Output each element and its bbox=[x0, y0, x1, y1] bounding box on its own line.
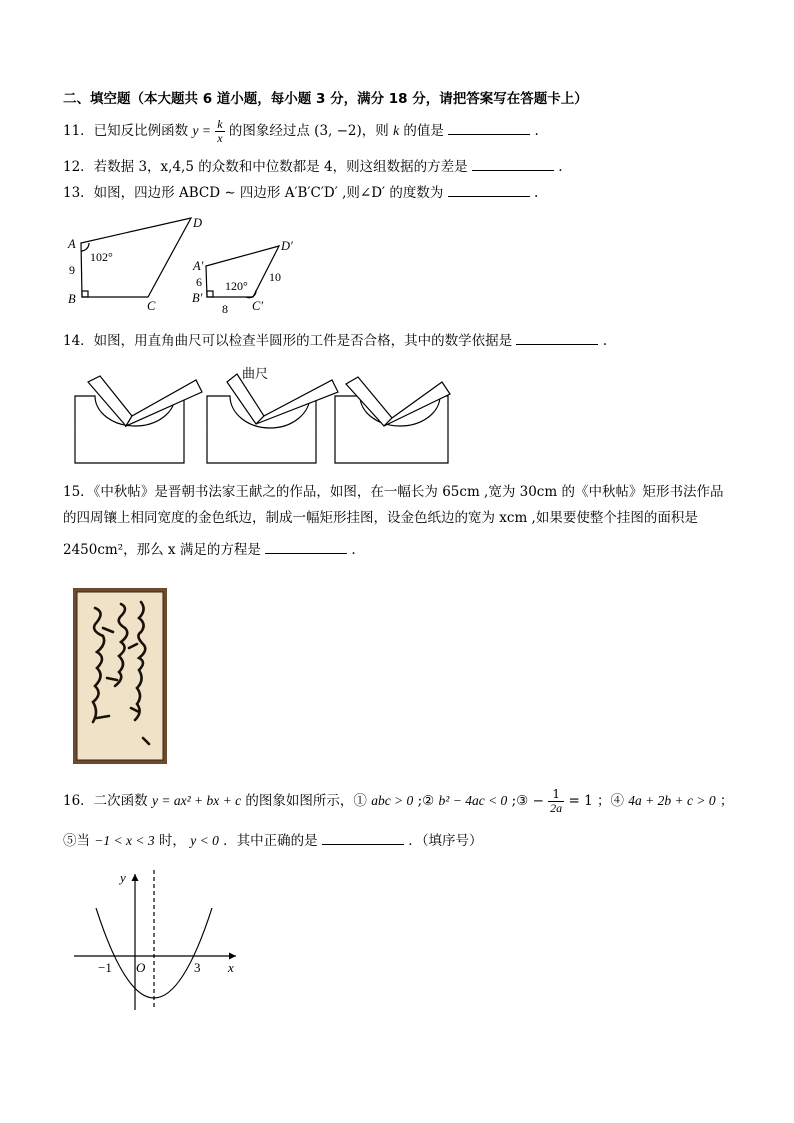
q16-answer-blank[interactable] bbox=[322, 832, 404, 845]
q11-frac-den: x bbox=[217, 131, 223, 145]
angle-a-arc bbox=[81, 243, 89, 251]
question-15-line-3 bbox=[63, 541, 356, 559]
label-A-prime: A′ bbox=[193, 259, 204, 273]
q16-l2-prefix: ⑤当 bbox=[63, 833, 90, 849]
q12-answer-blank[interactable] bbox=[472, 158, 554, 171]
right-angle-b bbox=[82, 291, 88, 297]
question-12 bbox=[63, 158, 563, 176]
q11-fraction bbox=[215, 118, 224, 145]
q11-frac-num: k bbox=[217, 117, 223, 131]
label-D-prime: D′ bbox=[281, 239, 293, 253]
side-a-b-prime: 6 bbox=[196, 275, 202, 289]
label-A: A bbox=[68, 237, 76, 251]
y-axis-label: y bbox=[120, 870, 126, 885]
q14-text: 14．如图，用直角曲尺可以检查半圆形的工件是否合格，其中的数学依据是 bbox=[63, 333, 513, 349]
section-heading: 二、填空题（本大题共 6 道小题，每小题 3 分，满分 18 分，请把答案写在答题卡上） bbox=[63, 91, 588, 107]
q16-prefix: 16．二次函数 bbox=[63, 793, 148, 809]
q13-answer-blank[interactable] bbox=[448, 184, 530, 197]
side-ab: 9 bbox=[69, 263, 75, 277]
side-b-c-prime: 8 bbox=[222, 302, 228, 316]
q16-middle: 的图象如图所示，① bbox=[245, 793, 367, 809]
q16-condition: −1 < x < 3 bbox=[94, 833, 155, 848]
side-c-d-prime: 10 bbox=[269, 270, 281, 284]
question-16-line-1 bbox=[63, 788, 733, 815]
q13-text: 13．如图，四边形 ABCD ∼ 四边形 A′B′C′D′ ,则∠D′ 的度数为 bbox=[63, 185, 444, 201]
q16-l2-end: ．（填序号） bbox=[408, 833, 483, 849]
q11-equation: y = bbox=[192, 123, 211, 138]
q16-fraction bbox=[548, 788, 564, 815]
q13-figure bbox=[60, 210, 300, 320]
root-neg1-label: −1 bbox=[98, 960, 112, 975]
angle-a-value: 102° bbox=[90, 250, 113, 264]
q16-frac-den: 2a bbox=[550, 801, 563, 815]
label-C: C bbox=[147, 299, 156, 313]
origin-label: O bbox=[136, 960, 146, 975]
label-D: D bbox=[193, 216, 203, 230]
q14-end: . bbox=[602, 333, 608, 349]
q16-l2-middle: 时， bbox=[158, 833, 186, 849]
q11-end: . bbox=[534, 123, 539, 139]
question-11 bbox=[63, 118, 539, 145]
q12-text: 12．若数据 3，x,4,5 的众数和中位数都是 4，则这组数据的方差是 bbox=[63, 159, 468, 175]
q11-prefix: 11．已知反比例函数 bbox=[63, 123, 189, 139]
q13-end: . bbox=[533, 185, 539, 201]
q16-l2-suffix: ．其中正确的是 bbox=[223, 833, 318, 849]
q16-statement-2: b² − 4ac < 0 bbox=[438, 793, 508, 808]
q16-s4-prefix: ；④ bbox=[596, 793, 624, 809]
q11-k: k bbox=[393, 123, 400, 138]
label-B: B bbox=[68, 292, 76, 306]
root-3-label: 3 bbox=[194, 960, 201, 975]
q16-statement-1: abc > 0 bbox=[371, 793, 414, 808]
q16-statement-3: = 1 bbox=[568, 793, 593, 809]
x-axis-label: x bbox=[228, 960, 234, 975]
q15-end: . bbox=[351, 542, 356, 558]
label-B-prime: B′ bbox=[192, 291, 203, 305]
label-C-prime: C′ bbox=[252, 299, 264, 313]
q16-s3-prefix: ;③ bbox=[511, 793, 529, 809]
question-16-line-2 bbox=[63, 832, 482, 850]
q11-middle: 的图象经过点 (3, −2)，则 bbox=[228, 123, 389, 139]
q16-s4-suffix: ； bbox=[719, 793, 734, 809]
question-14 bbox=[63, 332, 607, 350]
angle-c-prime-value: 120° bbox=[225, 279, 248, 293]
q16-frac-num: 1 bbox=[548, 788, 564, 802]
question-15-line-2: 的四周镶上相同宽度的金色纸边，制成一幅矩形挂图，设金色纸边的宽为 xcm ,如果要使整个挂图的面积是 bbox=[63, 510, 698, 526]
question-15-line-1: 15．《中秋帖》是晋朝书法家王献之的作品，如图，在一幅长为 65cm ,宽为 30cm 的《中秋帖》矩形书法作品 bbox=[63, 484, 724, 500]
q16-statement-4: 4a + 2b + c > 0 bbox=[628, 793, 716, 808]
q16-result: y < 0 bbox=[190, 833, 219, 848]
q11-suffix: 的值是 bbox=[403, 123, 444, 139]
q15-line-3-text: 2450cm²，那么 x 满足的方程是 bbox=[63, 542, 261, 558]
q16-graph bbox=[66, 864, 246, 1014]
right-angle-b-prime bbox=[207, 291, 213, 297]
q14-answer-blank[interactable] bbox=[516, 332, 598, 345]
question-13 bbox=[63, 184, 538, 202]
q16-s2-prefix: ;② bbox=[417, 793, 435, 809]
q16-equation: y = ax² + bx + c bbox=[151, 793, 242, 808]
q15-answer-blank[interactable] bbox=[265, 541, 347, 554]
ruler-label: 曲尺 bbox=[242, 366, 269, 381]
q16-s3-sign: − bbox=[532, 793, 544, 809]
calligraphy-picture bbox=[73, 588, 167, 764]
q14-figure bbox=[70, 360, 460, 468]
ruler-2-right-arm bbox=[256, 380, 338, 424]
workpiece-3 bbox=[335, 396, 448, 463]
q11-answer-blank[interactable] bbox=[448, 122, 530, 135]
q12-end: . bbox=[558, 159, 563, 175]
